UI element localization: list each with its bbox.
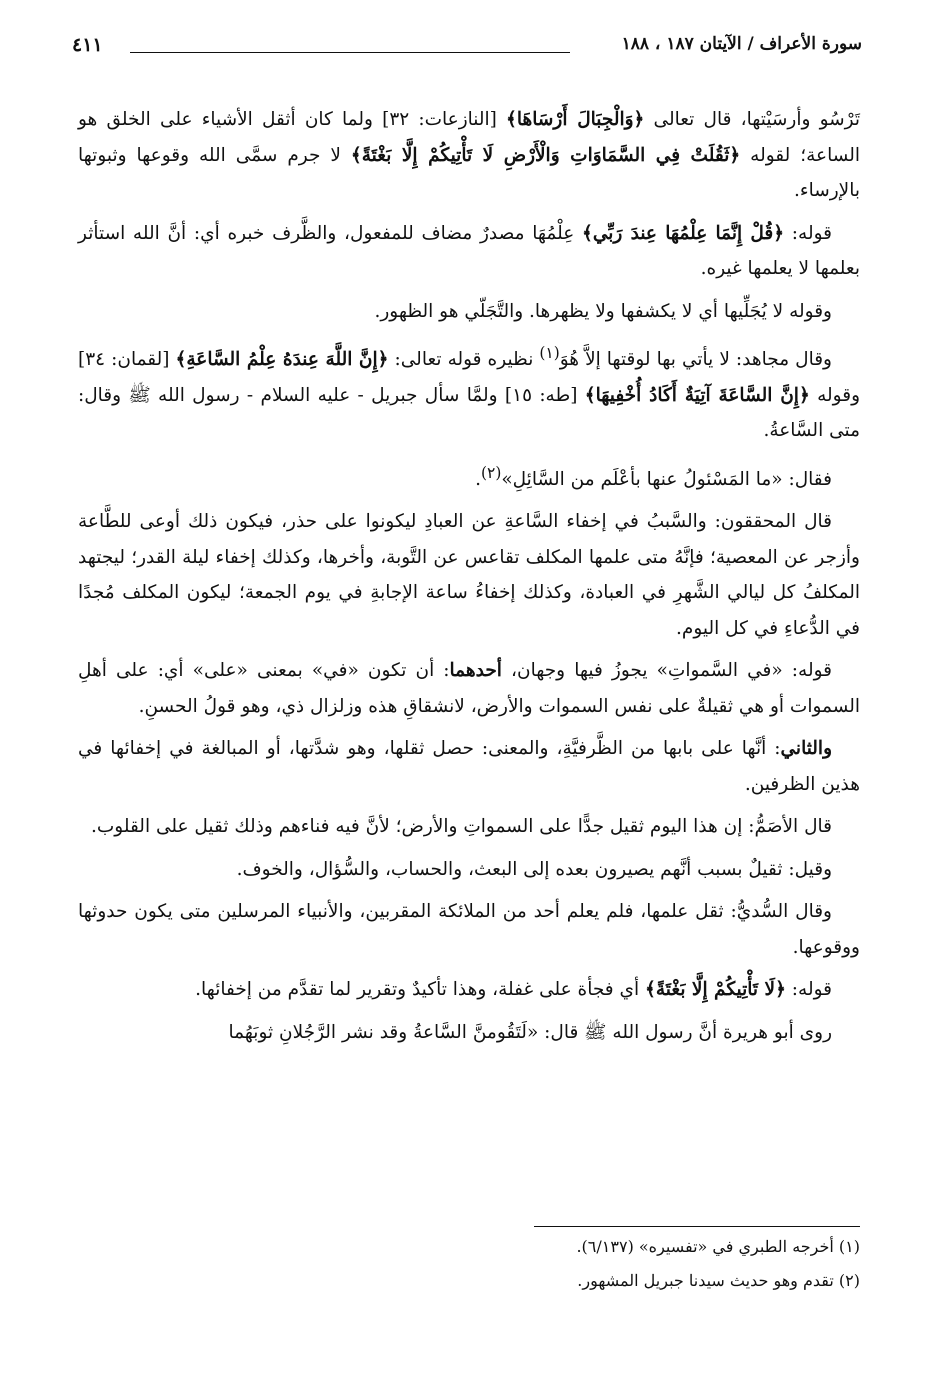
text-run: قال الأصَمُّ: إن هذا اليوم ثقيل جدًّا على السمواتِ والأرض؛ لأنَّ فيه فناءهم وذلك ثقيل على القلوب.	[90, 816, 832, 838]
footnote-separator	[534, 1226, 860, 1227]
paragraph	[78, 894, 860, 965]
paragraph	[78, 102, 860, 209]
text-run: نظيره قوله تعالى:	[388, 349, 540, 371]
footnote: (١) أخرجه الطبري في «تفسيره» (٦/١٣٧).	[576, 1237, 860, 1256]
paragraph	[78, 972, 860, 1008]
text-run: قوله:	[785, 979, 832, 1001]
text-run: أي فجأة على غفلة، وهذا تأكيدٌ وتقرير لما تقدَّم من إخفائها.	[195, 979, 646, 1001]
footnote-ref: (١)	[539, 344, 560, 362]
text-run: وقال مجاهد: لا يأتي بها لوقتها إلاَّ هُوَ	[559, 349, 832, 371]
paragraph	[78, 294, 860, 330]
bold-term: والثاني	[780, 738, 832, 760]
text-run: لا جرم سمَّى الله وقوعها وثبوتها بالإرساء.	[78, 144, 860, 201]
quran-quote: ﴿ثَقُلَتْ فِي السَّمَاوَاتِ وَالْأَرْضِ لَا تَأْتِيكُمْ إِلَّا بَغْتَةً﴾	[350, 144, 741, 166]
text-run: قوله:	[784, 222, 832, 244]
footnote-ref: (٢)	[481, 463, 502, 482]
paragraph	[78, 504, 860, 646]
quran-quote: ﴿قُلْ إِنَّمَا عِلْمُهَا عِندَ رَبِّي﴾	[582, 222, 785, 244]
text-run: تَرْسُو وأرسَيْتها، قال تعالى	[644, 109, 860, 130]
paragraph	[78, 216, 860, 287]
quran-quote: ﴿وَالْجِبَالَ أَرْسَاهَا﴾	[506, 109, 645, 130]
paragraph	[78, 1015, 860, 1051]
paragraph	[78, 653, 860, 724]
header-rule	[130, 52, 570, 53]
text-run: : أنَّها على بابها من الظَّرفيَّةِ، والمعنى: حصل ثقلها، وهو شدَّتها، أو المبالغة في إخفائها في هذين الظرفين.	[78, 738, 860, 795]
text-run: [النازعات: ٣٢] ولما كان أثقل الأشياء على الخلق هو الساعة؛ لقوله	[78, 109, 860, 166]
text-run: فقال: «ما المَسْئولُ عنها بأعْلَم من السَّائِلِ»	[501, 468, 832, 490]
text-run: [طه: ١٥] ولمَّا سأل جبريل - عليه السلام - رسول الله ﷺ وقال: متى السَّاعةُ.	[78, 384, 860, 442]
bold-term: أحدهما	[449, 660, 502, 682]
text-run: .	[475, 468, 482, 490]
main-text	[78, 102, 860, 1057]
quran-quote: ﴿لَا تَأْتِيكُمْ إِلَّا بَغْتَةً﴾	[645, 979, 786, 1001]
text-run: قال المحققون: والسَّببُ في إخفاء السَّاعةِ عن العبادِ ليكونوا على حذر، فيكون ذلك أوعى للطَّاعة وأزجر عن المعصية؛ فإنَّهُ متى علمها المكلف تقاعس عن التَّوبة، وأخرها، وكذلك إخفاء ليلة القدر؛ ليجتهد المكلفُ كل ليالي الشَّهرِ في العبادة، وكذلك إخفاءُ ساعة الإجابةِ في يوم الجمعة؛ ليكون المكلف مُجدًا في الدُّعاءِ في كل اليوم.	[78, 511, 860, 639]
page-header	[72, 34, 862, 60]
text-run: وقيل: ثقيلٌ بسبب أنَّهم يصيرون بعده إلى البعث، والحساب، والسُّؤال، والخوف.	[236, 858, 832, 880]
text-run: وقوله لا يُجَلِّيها أي لا يكشفها ولا يظهرها. والتَّجَلّي هو الظهور.	[374, 300, 832, 322]
text-run: : أن تكون «في» بمعنى «على» أي: على أهلِ السموات أو هي ثقيلةٌ على نفس السموات والأرض، لانشقاقِ هذه وزلزال ذي، وهو قولُ الحسنِ.	[78, 660, 860, 717]
quran-quote: ﴿إِنَّ اللَّهَ عِندَهُ عِلْمُ السَّاعَةِ﴾	[175, 349, 389, 371]
footnote: (٢) تقدم وهو حديث سيدنا جبريل المشهور.	[577, 1271, 860, 1290]
text-run: عِلْمُهَا مصدرٌ مضاف للمفعول، والظَّرف خبره أي: أنَّ الله استأثر بعلمها لا يعلمها غيره.	[78, 222, 860, 279]
text-run: [لقمان: ٣٤] وقوله	[78, 349, 860, 406]
surah-title: سورة الأعراف / الآيتان ١٨٧ ، ١٨٨	[621, 34, 862, 54]
text-run: روى أبو هريرة أنَّ رسول الله ﷺ قال: «لَتَقُومنَّ السَّاعةُ وقد نشر الرَّجُلانِ ثوبَهُما	[228, 1021, 832, 1043]
paragraph	[78, 336, 860, 449]
page-number: ٤١١	[72, 34, 103, 56]
paragraph	[78, 852, 860, 888]
paragraph	[78, 731, 860, 802]
text-run: وقال السُّديُّ: ثقل علمها، فلم يعلم أحد من الملائكة المقربين، والأنبياء المرسلين متى يكون حدوثها ووقوعها.	[78, 901, 860, 958]
quran-quote: ﴿إِنَّ السَّاعَةَ آتِيَةٌ أَكَادُ أُخْفِيهَا﴾	[584, 384, 810, 406]
paragraph	[78, 456, 860, 498]
text-run: قوله: «في السَّمواتِ» يجوزُ فيها وجهان،	[501, 660, 832, 682]
footnotes	[70, 1236, 860, 1304]
paragraph	[78, 809, 860, 845]
